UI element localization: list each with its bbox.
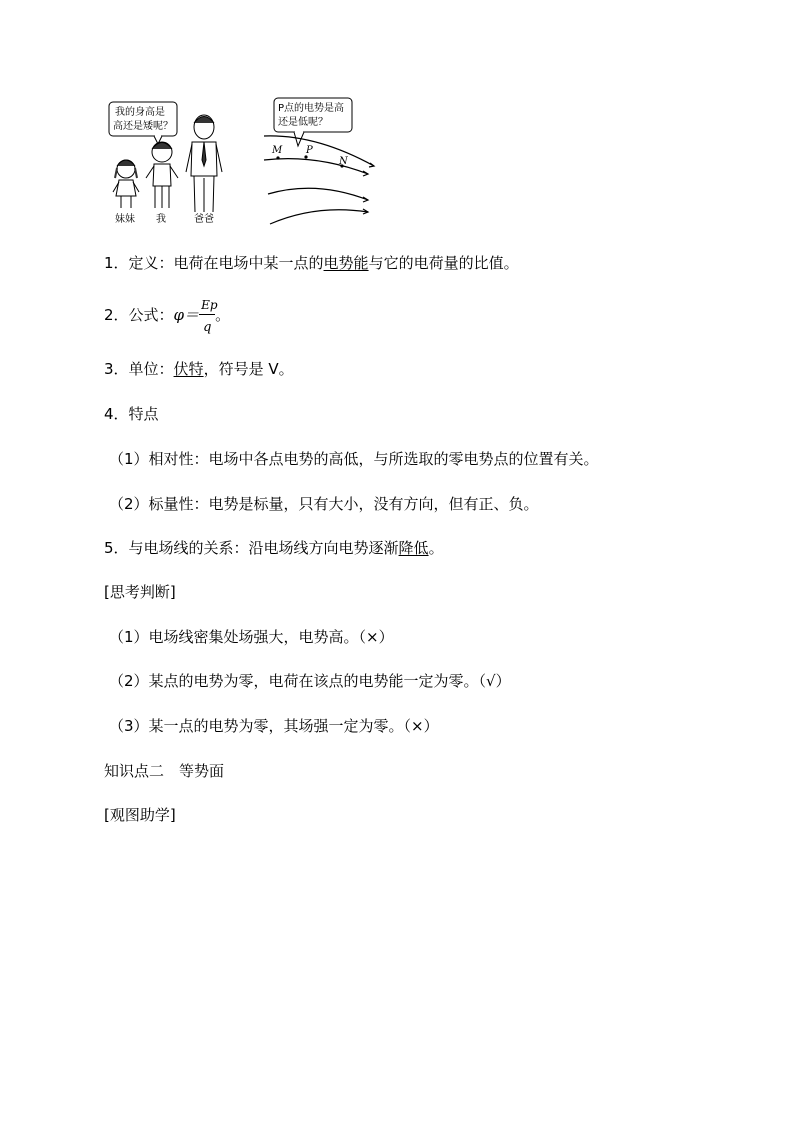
unit-label: 3．单位：: [104, 360, 174, 378]
formula-label: 2．公式：: [104, 306, 174, 324]
definition-keyword: 电势能: [323, 254, 369, 272]
relation-keyword: 降低: [398, 539, 429, 557]
fraction-bar: [199, 314, 215, 315]
feature-relativity: （1）相对性：电场中各点电势的高低，与所选取的零电势点的位置有关。: [109, 450, 599, 468]
label-dad: 爸爸: [194, 214, 214, 225]
relation-line: [104, 538, 444, 558]
boy-figure-icon: [146, 142, 178, 208]
label-n: N: [339, 156, 348, 167]
definition-text: 1．定义：电荷在电场中某一点的: [104, 254, 324, 272]
field-points: [276, 155, 343, 167]
feature-title: 4．特点: [104, 405, 159, 423]
speech-bubble-left: [109, 102, 177, 144]
unit-keyword: 伏特: [173, 360, 204, 378]
field-line-4: [270, 210, 368, 224]
relation-end: 。: [428, 539, 444, 557]
label-sister: 妹妹: [115, 214, 135, 225]
definition-text-end: 与它的电荷量的比值。: [368, 254, 519, 272]
judge-item-2: （2）某点的电势为零，电荷在该点的电势能一定为零。（√）: [109, 672, 511, 690]
formula-numerator: Ep: [201, 297, 218, 312]
definition-line: [104, 253, 519, 273]
girl-figure-icon: [113, 160, 139, 208]
formula-end: 。: [215, 306, 231, 324]
judge-item-1: （1）电场线密集处场强大，电势高。（×）: [109, 628, 394, 646]
unit-line: [104, 359, 294, 379]
section-heading: 知识点二 等势面: [104, 762, 225, 780]
section-subheading: [观图助学]: [104, 806, 176, 824]
unit-text: ，符号是 V。: [203, 360, 294, 378]
label-m: M: [272, 145, 283, 156]
feature-scalar: （2）标量性：电势是标量，只有大小，没有方向，但有正、负。: [109, 495, 539, 513]
judge-item-3: （3）某一点的电势为零，其场强一定为零。（×）: [109, 717, 439, 735]
field-line-3: [268, 188, 368, 200]
label-me: 我: [156, 214, 166, 225]
electric-potential-illustration: [106, 96, 396, 231]
field-line-2: [264, 159, 368, 174]
relation-text: 5．与电场线的关系：沿电场线方向电势逐渐: [104, 539, 399, 557]
formula-fraction: [199, 297, 218, 335]
bubble-left-line-2: 高还是矮呢？: [113, 121, 173, 132]
judge-title: [思考判断]: [104, 583, 176, 601]
dad-figure-icon: [186, 115, 222, 212]
formula-denominator: q: [203, 319, 212, 335]
bubble-right-line-1: P点的电势是高: [278, 103, 345, 114]
formula-lhs: φ＝: [173, 306, 200, 324]
label-p: P: [306, 145, 313, 156]
speech-bubble-right: [274, 98, 352, 146]
bubble-right-line-2: 还是低呢？: [278, 117, 328, 128]
point-m: [276, 156, 279, 159]
formula-line: [104, 297, 231, 335]
bubble-left-line-1: 我的身高是: [115, 107, 165, 118]
